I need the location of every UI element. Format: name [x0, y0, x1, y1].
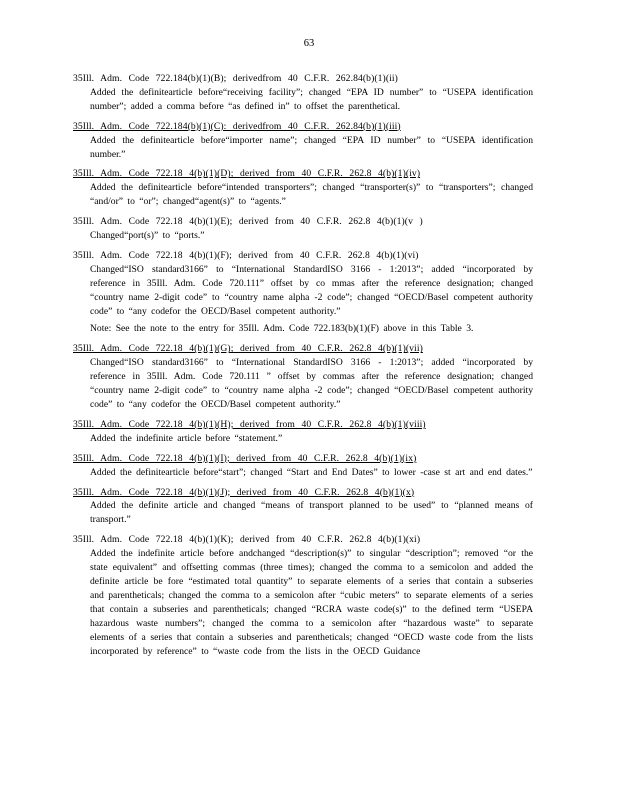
entry-4: [73, 215, 533, 243]
entry-heading: 35Ill. Adm. Code 722.18 4(b)(1)(K); derived from 40 C.F.R. 262.8 4(b)(1)(xi): [73, 534, 421, 546]
entry-text: Added the definite article and changed “means of transport planned to be used” to “planned means of transport.”: [90, 500, 533, 526]
entry-2: [73, 120, 533, 162]
entry-1: [73, 72, 533, 114]
entry-5: [73, 249, 533, 335]
page-number: 63: [303, 38, 315, 49]
entry-heading: 35Ill. Adm. Code 722.18 4(b)(1)(G); derived from 40 C.F.R. 262.8 4(b)(1)(vii): [73, 343, 423, 355]
entry-heading: 35Ill. Adm. Code 722.18 4(b)(1)(H); derived from 40 C.F.R. 262.8 4(b)(1)(viii): [73, 418, 426, 430]
entry-text: Added the definitearticle before“importer name”; changed “EPA ID number” to “USEPA identification number.”: [90, 134, 533, 160]
entry-text: Added the indefinite article before “statement.”: [90, 432, 283, 444]
entry-heading: 35Ill. Adm. Code 722.18 4(b)(1)(F); derived from 40 C.F.R. 262.8 4(b)(1)(vi): [73, 249, 419, 261]
document-body: [73, 72, 533, 664]
note-text: Note: See the note to the entry for 35Ill. Adm. Code 722.183(b)(1)(F) above in this Table 3.: [90, 322, 474, 334]
entry-text: Added the definitearticle before“receiving facility”; changed “EPA ID number” to “USEPA identification number”; added a comma before “as defined in” to offset the parenthetical.: [90, 86, 533, 112]
entry-heading: 35Ill. Adm. Code 722.18 4(b)(1)(J); derived from 40 C.F.R. 262.8 4(b)(1)(x): [73, 486, 415, 498]
entry-3: [73, 167, 533, 209]
entry-text: Changed“ISO standard3166” to “International StandardISO 3166 - 1:2013”; added “incorporated by reference in 35Ill. Adm. Code 720.111 ” offset by commas after the reference designation; changed “country name 2-digit code” to “country name alpha -2 code”; changed “OECD/Basel competent authority code” to “any codefor the OECD/Basel competent authority.”: [90, 357, 533, 411]
entry-6: [73, 342, 533, 412]
entry-8: [73, 452, 533, 480]
entry-9: [73, 486, 533, 528]
entry-text: Added the definitearticle before“start”; changed “Start and End Dates” to lower -case st art and end dates.”: [90, 466, 533, 478]
entry-heading: 35Ill. Adm. Code 722.18 4(b)(1)(I); derived from 40 C.F.R. 262.8 4(b)(1)(ix): [73, 452, 417, 464]
entry-text: Added the indefinite article before andchanged “description(s)” to singular “description”; removed “or the state equivalent” and offsetting commas (three times); changed the comma to a semicolon and added the definite article be fore “estimated total quantity” to separate elements of a series that contain a subseries and parentheticals; changed the comma to a semicolon after “cubic meters” to separate elements of a series that contain a subseries and parentheticals; changed “RCRA waste code(s)” to the defined term “USEPA hazardous waste numbers”; changed the comma to a semicolon after “hazardous waste” to separate elements of a series that contain a subseries and parentheticals; changed “OECD waste code from the lists incorporated by reference” to “waste code from the lists in the OECD Guidance: [90, 548, 533, 657]
entry-10: [73, 533, 533, 658]
entry-heading: 35Ill. Adm. Code 722.184(b)(1)(C): derivedfrom 40 C.F.R. 262.84(b)(1)(iii): [73, 120, 401, 132]
entry-text: Changed“ISO standard3166” to “International StandardISO 3166 - 1:2013”; added “incorporated by reference in 35Ill. Adm. Code 720.111” offset by co mmas after the reference designation; changed “country name 2-digit code” to “country name alpha -2 code”; changed “OECD/Basel competent authority code” to “any codefor the OECD/Basel competent authority.”: [90, 263, 533, 317]
entry-7: [73, 418, 533, 446]
entry-heading: 35Ill. Adm. Code 722.18 4(b)(1)(D); derived from 40 C.F.R. 262.8 4(b)(1)(iv): [73, 168, 421, 180]
entry-heading: 35Ill. Adm. Code 722.184(b)(1)(B); derivedfrom 40 C.F.R. 262.84(b)(1)(ii): [73, 73, 398, 84]
entry-text: Added the definitearticle before“intended transporters”; changed “transporter(s)” to “transporters”; changed “and/or” to “or”; changed“agent(s)” to “agents.”: [90, 182, 533, 208]
entry-heading: 35Ill. Adm. Code 722.18 4(b)(1)(E); derived from 40 C.F.R. 262.8 4(b)(1)(v ): [73, 216, 423, 228]
entry-text: Changed“port(s)” to “ports.”: [90, 230, 205, 242]
